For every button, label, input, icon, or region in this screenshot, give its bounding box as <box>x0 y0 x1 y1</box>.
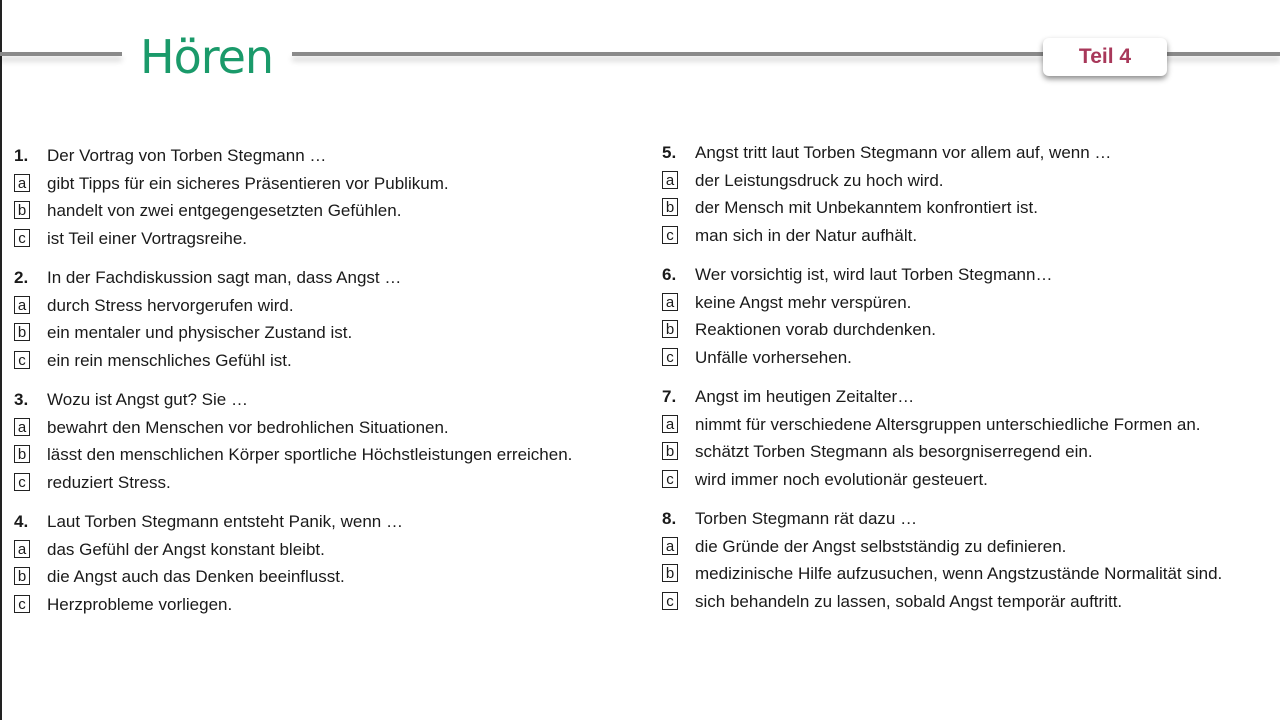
option-text: sich behandeln zu lassen, sobald Angst temporär auftritt. <box>695 591 1123 611</box>
header-rule-left <box>0 52 122 56</box>
question-number: 1. <box>14 146 29 165</box>
option-text: ist Teil einer Vortragsreihe. <box>47 228 248 248</box>
question-number: 8. <box>662 509 677 528</box>
option-text: nimmt für verschiedene Altersgruppen unterschiedliche Formen an. <box>695 414 1201 434</box>
option-checkbox[interactable]: c <box>662 592 678 610</box>
option-checkbox[interactable]: c <box>14 473 30 491</box>
option-text: Unfälle vorhersehen. <box>695 347 852 367</box>
option-checkbox[interactable]: a <box>14 418 30 436</box>
question-number: 5. <box>662 143 677 162</box>
option-text: die Gründe der Angst selbstständig zu definieren. <box>695 536 1067 556</box>
option-checkbox[interactable]: a <box>662 415 678 433</box>
question-text: Angst im heutigen Zeitalter… <box>695 387 915 406</box>
section-title: Hören <box>140 30 274 84</box>
option-checkbox[interactable]: b <box>662 564 678 582</box>
option-text: ein mentaler und physischer Zustand ist. <box>47 323 353 342</box>
question-text: Laut Torben Stegmann entsteht Panik, wenn … <box>47 512 403 531</box>
option-text: schätzt Torben Stegmann als besorgniserregend ein. <box>695 442 1093 461</box>
option-text: der Leistungsdruck zu hoch wird. <box>695 170 944 190</box>
option-text: handelt von zwei entgegengesetzten Gefühlen. <box>47 201 402 220</box>
option-text: reduziert Stress. <box>47 472 171 492</box>
option-checkbox[interactable]: c <box>14 595 30 613</box>
option-text: medizinische Hilfe aufzusuchen, wenn Angstzustände Normalität sind. <box>695 564 1223 583</box>
option-checkbox[interactable]: c <box>662 470 678 488</box>
option-text: ein rein menschliches Gefühl ist. <box>47 350 292 370</box>
option-checkbox[interactable]: b <box>662 198 678 216</box>
question-number: 7. <box>662 387 677 406</box>
option-checkbox[interactable]: b <box>14 201 30 219</box>
question-number: 6. <box>662 265 677 284</box>
option-checkbox[interactable]: c <box>662 348 678 366</box>
option-text: lässt den menschlichen Körper sportliche Höchstleistungen erreichen. <box>47 445 573 464</box>
option-checkbox[interactable]: b <box>662 320 678 338</box>
option-checkbox[interactable]: a <box>662 293 678 311</box>
question-text: Wozu ist Angst gut? Sie … <box>47 390 248 409</box>
question-number: 4. <box>14 512 29 531</box>
option-checkbox[interactable]: c <box>662 226 678 244</box>
option-checkbox[interactable]: a <box>662 171 678 189</box>
question-text: Torben Stegmann rät dazu … <box>695 509 918 528</box>
option-text: keine Angst mehr verspüren. <box>695 292 912 312</box>
option-text: Reaktionen vorab durchdenken. <box>695 320 936 339</box>
part-badge: Teil 4 <box>1043 38 1167 76</box>
option-checkbox[interactable]: a <box>14 296 30 314</box>
question-text: Der Vortrag von Torben Stegmann … <box>47 146 327 165</box>
option-text: der Mensch mit Unbekanntem konfrontiert ist. <box>695 198 1038 217</box>
page-edge <box>0 0 2 720</box>
question-number: 2. <box>14 268 29 287</box>
option-text: bewahrt den Menschen vor bedrohlichen Situationen. <box>47 417 449 437</box>
question-text: Angst tritt laut Torben Stegmann vor allem auf, wenn … <box>695 143 1112 162</box>
option-checkbox[interactable]: b <box>14 445 30 463</box>
option-text: wird immer noch evolutionär gesteuert. <box>695 469 988 489</box>
question-text: Wer vorsichtig ist, wird laut Torben Stegmann… <box>695 265 1053 284</box>
option-checkbox[interactable]: a <box>14 174 30 192</box>
option-checkbox[interactable]: b <box>14 567 30 585</box>
option-text: Herzprobleme vorliegen. <box>47 594 233 614</box>
option-checkbox[interactable]: a <box>662 537 678 555</box>
question-text: In der Fachdiskussion sagt man, dass Angst … <box>47 268 402 287</box>
option-text: durch Stress hervorgerufen wird. <box>47 295 294 315</box>
option-checkbox[interactable]: b <box>14 323 30 341</box>
option-checkbox[interactable]: c <box>14 351 30 369</box>
option-checkbox[interactable]: b <box>662 442 678 460</box>
question-number: 3. <box>14 390 29 409</box>
option-text: das Gefühl der Angst konstant bleibt. <box>47 539 325 559</box>
option-text: gibt Tipps für ein sicheres Präsentieren vor Publikum. <box>47 173 449 193</box>
option-checkbox[interactable]: a <box>14 540 30 558</box>
option-text: man sich in der Natur aufhält. <box>695 225 918 245</box>
option-text: die Angst auch das Denken beeinflusst. <box>47 567 345 586</box>
option-checkbox[interactable]: c <box>14 229 30 247</box>
